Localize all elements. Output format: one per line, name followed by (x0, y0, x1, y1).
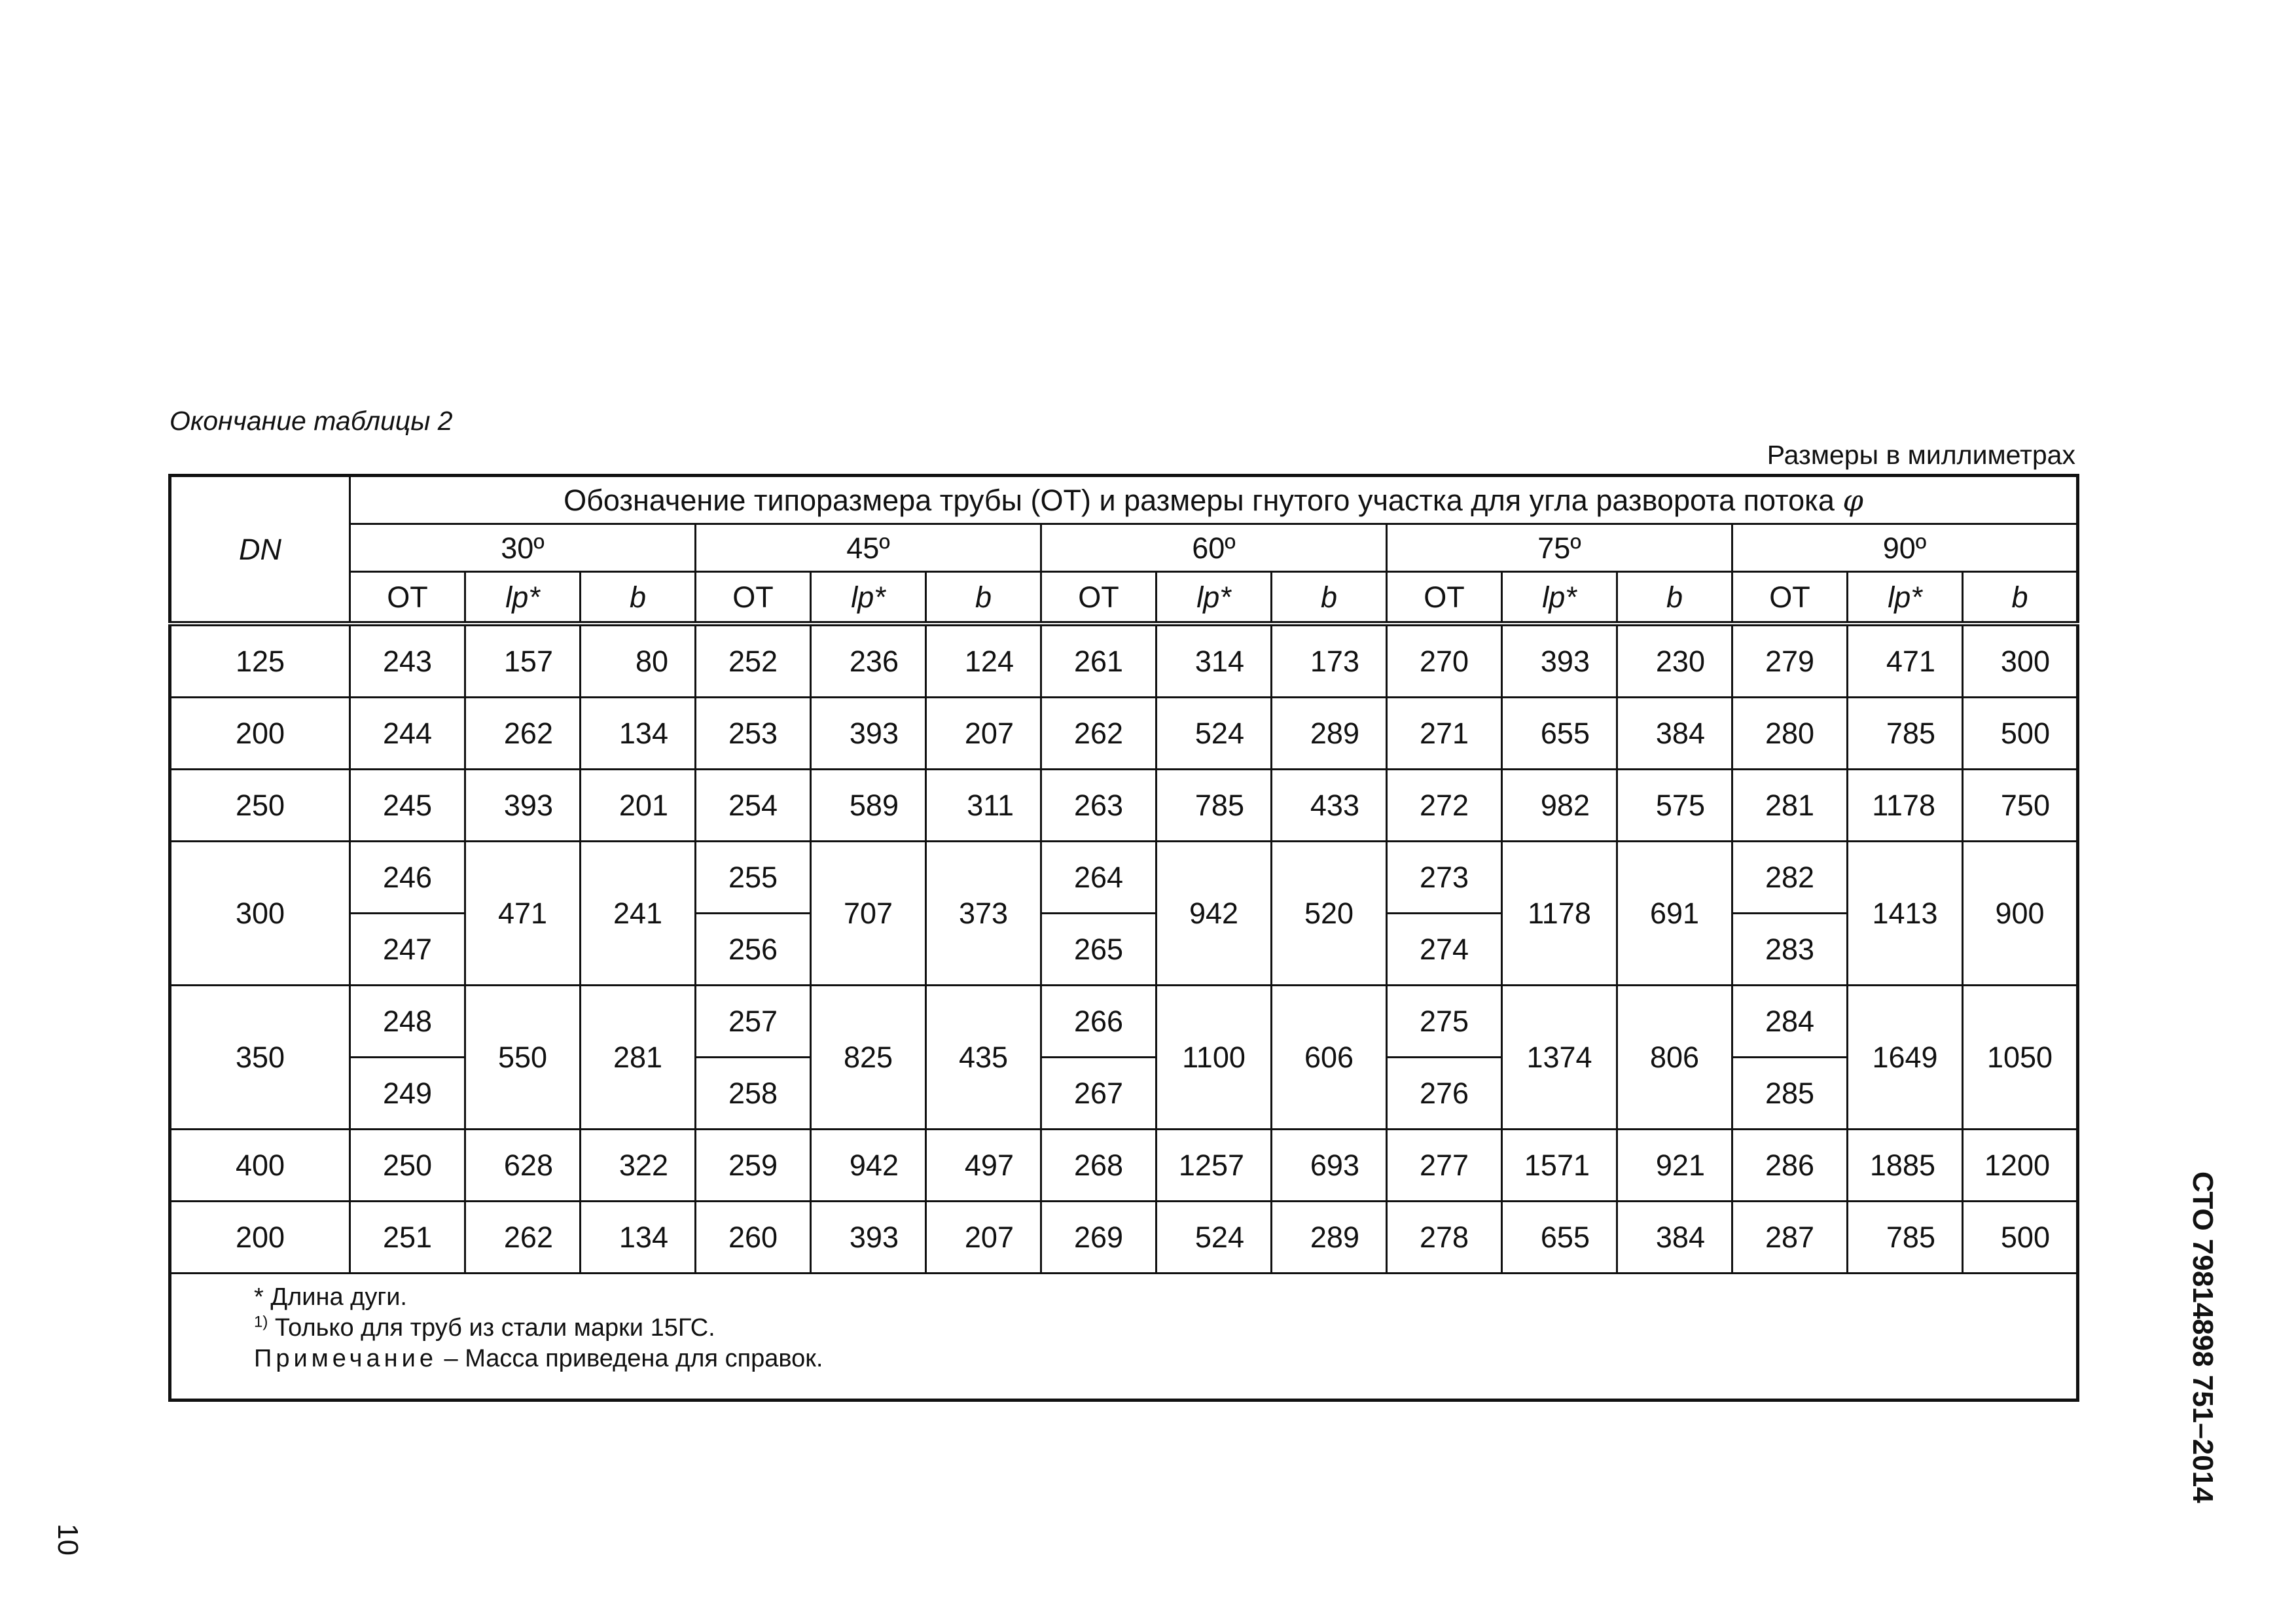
b-cell: 300 (1963, 624, 2078, 698)
subcolumn-header: lр* (1502, 572, 1617, 624)
lp-cell: 393 (465, 770, 581, 842)
notes-row (170, 1274, 2078, 1400)
b-cell: 384 (1617, 1202, 1732, 1274)
lp-cell: 785 (1848, 1202, 1963, 1274)
b-cell: 281 (581, 986, 696, 1130)
ot-cell: 248 (350, 986, 465, 1058)
lp-cell: 1413 (1848, 842, 1963, 986)
b-cell: 134 (581, 698, 696, 770)
ot-cell: 285 (1732, 1058, 1848, 1130)
b-cell: 433 (1272, 770, 1387, 842)
angle-header: 45º (696, 524, 1041, 572)
lp-cell: 785 (1157, 770, 1272, 842)
ot-cell: 253 (696, 698, 811, 770)
subcolumn-header: lр* (1848, 572, 1963, 624)
lp-cell: 1649 (1848, 986, 1963, 1130)
b-cell: 435 (926, 986, 1041, 1130)
lp-cell: 314 (1157, 624, 1272, 698)
ot-cell: 247 (350, 914, 465, 986)
ot-cell: 252 (696, 624, 811, 698)
note-steel-grade-text: Только для труб из стали марки 15ГС. (268, 1314, 715, 1342)
ot-cell: 273 (1387, 842, 1502, 914)
ot-cell: 249 (350, 1058, 465, 1130)
ot-cell: 265 (1041, 914, 1157, 986)
lp-cell: 157 (465, 624, 581, 698)
b-cell: 500 (1963, 698, 2078, 770)
phi-symbol: φ (1842, 482, 1863, 518)
ot-cell: 256 (696, 914, 811, 986)
b-cell: 693 (1272, 1130, 1387, 1202)
dn-header: DN (170, 476, 350, 624)
lp-cell: 628 (465, 1130, 581, 1202)
b-cell: 500 (1963, 1202, 2078, 1274)
lp-cell: 942 (1157, 842, 1272, 986)
b-cell: 241 (581, 842, 696, 986)
group-title-header (350, 476, 2078, 524)
subcolumn-header: lр* (811, 572, 926, 624)
table-notes (170, 1274, 2078, 1400)
ot-cell: 279 (1732, 624, 1848, 698)
footnote-marker: 1) (254, 1313, 268, 1331)
subcolumn-header: lр* (465, 572, 581, 624)
ot-cell: 275 (1387, 986, 1502, 1058)
ot-cell: 263 (1041, 770, 1157, 842)
dn-cell: 400 (170, 1130, 350, 1202)
lp-cell: 825 (811, 986, 926, 1130)
lp-cell: 589 (811, 770, 926, 842)
b-cell: 289 (1272, 1202, 1387, 1274)
subcolumn-header: b (926, 572, 1041, 624)
ot-cell: 276 (1387, 1058, 1502, 1130)
table-row (170, 624, 2078, 698)
header-row-subcolumns (170, 572, 2078, 624)
angle-header: 30º (350, 524, 696, 572)
page-number: 10 (52, 1524, 84, 1556)
lp-cell: 393 (811, 1202, 926, 1274)
b-cell: 921 (1617, 1130, 1732, 1202)
ot-cell: 243 (350, 624, 465, 698)
b-cell: 207 (926, 1202, 1041, 1274)
ot-cell: 266 (1041, 986, 1157, 1058)
ot-cell: 270 (1387, 624, 1502, 698)
table-row-continuation (170, 1058, 2078, 1130)
b-cell: 750 (1963, 770, 2078, 842)
b-cell: 134 (581, 1202, 696, 1274)
note-remark-label: Примечание (254, 1345, 437, 1372)
angle-header: 75º (1387, 524, 1732, 572)
dn-cell: 125 (170, 624, 350, 698)
b-cell: 80 (581, 624, 696, 698)
dn-cell: 350 (170, 986, 350, 1130)
lp-cell: 655 (1502, 698, 1617, 770)
subcolumn-header: b (581, 572, 696, 624)
b-cell: 173 (1272, 624, 1387, 698)
b-cell: 201 (581, 770, 696, 842)
table-row (170, 1130, 2078, 1202)
table-row (170, 842, 2078, 914)
b-cell: 311 (926, 770, 1041, 842)
subcolumn-header: b (1963, 572, 2078, 624)
dn-cell: 200 (170, 698, 350, 770)
document-code: СТО 79814898 751–2014 (2187, 1171, 2219, 1503)
angle-header: 60º (1041, 524, 1387, 572)
ot-cell: 258 (696, 1058, 811, 1130)
ot-cell: 269 (1041, 1202, 1157, 1274)
lp-cell: 1257 (1157, 1130, 1272, 1202)
lp-cell: 471 (465, 842, 581, 986)
lp-cell: 1178 (1502, 842, 1617, 986)
group-title-text: Обозначение типоразмера трубы (ОТ) и размеры гнутого участка для угла разворота потока (564, 483, 1835, 517)
ot-cell: 286 (1732, 1130, 1848, 1202)
lp-cell: 236 (811, 624, 926, 698)
ot-cell: 272 (1387, 770, 1502, 842)
lp-cell: 1178 (1848, 770, 1963, 842)
lp-cell: 1374 (1502, 986, 1617, 1130)
b-cell: 806 (1617, 986, 1732, 1130)
b-cell: 124 (926, 624, 1041, 698)
lp-cell: 524 (1157, 698, 1272, 770)
ot-cell: 246 (350, 842, 465, 914)
b-cell: 289 (1272, 698, 1387, 770)
note-arc-length: * Длина дуги. (254, 1283, 407, 1311)
ot-cell: 261 (1041, 624, 1157, 698)
ot-cell: 287 (1732, 1202, 1848, 1274)
b-cell: 373 (926, 842, 1041, 986)
angle-header: 90º (1732, 524, 2078, 572)
ot-cell: 278 (1387, 1202, 1502, 1274)
units-note: Размеры в миллиметрах (1767, 440, 2075, 470)
table-row (170, 770, 2078, 842)
lp-cell: 393 (811, 698, 926, 770)
lp-cell: 262 (465, 1202, 581, 1274)
b-cell: 230 (1617, 624, 1732, 698)
ot-cell: 264 (1041, 842, 1157, 914)
ot-cell: 257 (696, 986, 811, 1058)
ot-cell: 277 (1387, 1130, 1502, 1202)
subcolumn-header: ОТ (1041, 572, 1157, 624)
lp-cell: 262 (465, 698, 581, 770)
ot-cell: 280 (1732, 698, 1848, 770)
b-cell: 691 (1617, 842, 1732, 986)
ot-cell: 267 (1041, 1058, 1157, 1130)
header-row-group (170, 476, 2078, 524)
lp-cell: 393 (1502, 624, 1617, 698)
subcolumn-header: ОТ (1387, 572, 1502, 624)
ot-cell: 260 (696, 1202, 811, 1274)
header-row-angles (170, 524, 2078, 572)
ot-cell: 283 (1732, 914, 1848, 986)
ot-cell: 250 (350, 1130, 465, 1202)
ot-cell: 282 (1732, 842, 1848, 914)
lp-cell: 942 (811, 1130, 926, 1202)
b-cell: 322 (581, 1130, 696, 1202)
ot-cell: 262 (1041, 698, 1157, 770)
lp-cell: 1100 (1157, 986, 1272, 1130)
ot-cell: 259 (696, 1130, 811, 1202)
subcolumn-header: ОТ (350, 572, 465, 624)
lp-cell: 785 (1848, 698, 1963, 770)
subcolumn-header: b (1617, 572, 1732, 624)
lp-cell: 982 (1502, 770, 1617, 842)
b-cell: 900 (1963, 842, 2078, 986)
b-cell: 520 (1272, 842, 1387, 986)
subcolumn-header: lр* (1157, 572, 1272, 624)
ot-cell: 268 (1041, 1130, 1157, 1202)
note-steel-grade (254, 1313, 2076, 1344)
pipe-dimensions-table (168, 474, 2079, 1402)
table-row (170, 986, 2078, 1058)
ot-cell: 271 (1387, 698, 1502, 770)
dn-cell: 250 (170, 770, 350, 842)
b-cell: 1200 (1963, 1130, 2078, 1202)
b-cell: 575 (1617, 770, 1732, 842)
ot-cell: 244 (350, 698, 465, 770)
dn-cell: 300 (170, 842, 350, 986)
dn-cell: 200 (170, 1202, 350, 1274)
lp-cell: 471 (1848, 624, 1963, 698)
b-cell: 497 (926, 1130, 1041, 1202)
ot-cell: 284 (1732, 986, 1848, 1058)
b-cell: 207 (926, 698, 1041, 770)
b-cell: 606 (1272, 986, 1387, 1130)
ot-cell: 245 (350, 770, 465, 842)
lp-cell: 524 (1157, 1202, 1272, 1274)
table-row (170, 1202, 2078, 1274)
lp-cell: 1885 (1848, 1130, 1963, 1202)
lp-cell: 655 (1502, 1202, 1617, 1274)
table-caption: Окончание таблицы 2 (170, 406, 453, 436)
ot-cell: 254 (696, 770, 811, 842)
b-cell: 1050 (1963, 986, 2078, 1130)
subcolumn-header: b (1272, 572, 1387, 624)
subcolumn-header: ОТ (1732, 572, 1848, 624)
note-remark (254, 1344, 2076, 1374)
b-cell: 384 (1617, 698, 1732, 770)
ot-cell: 274 (1387, 914, 1502, 986)
ot-cell: 255 (696, 842, 811, 914)
ot-cell: 281 (1732, 770, 1848, 842)
table-row (170, 698, 2078, 770)
subcolumn-header: ОТ (696, 572, 811, 624)
lp-cell: 550 (465, 986, 581, 1130)
note-remark-text: – Масса приведена для справок. (437, 1345, 823, 1372)
lp-cell: 707 (811, 842, 926, 986)
ot-cell: 251 (350, 1202, 465, 1274)
lp-cell: 1571 (1502, 1130, 1617, 1202)
table-row-continuation (170, 914, 2078, 986)
